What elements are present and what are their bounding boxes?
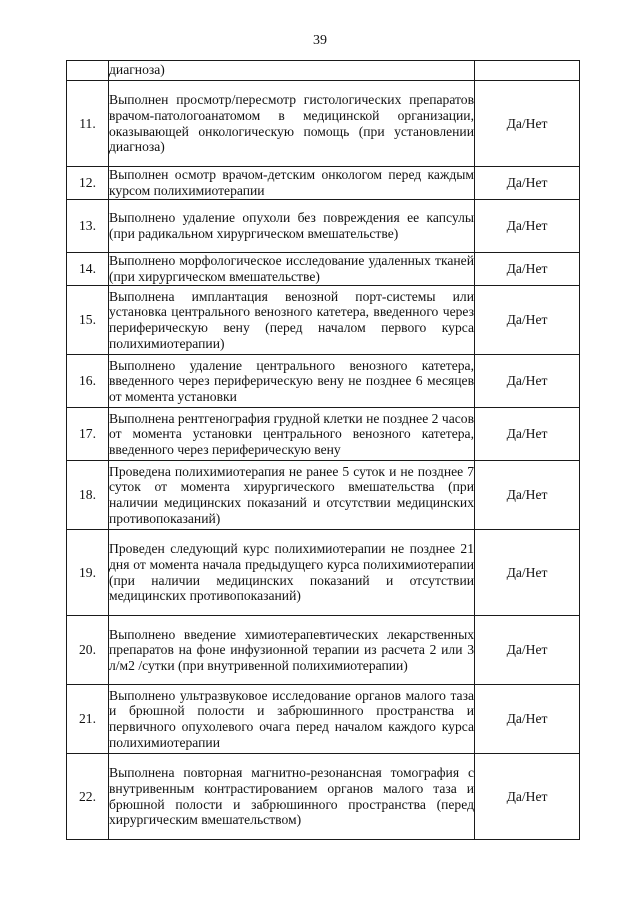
answer-cell: Да/Нет bbox=[475, 461, 580, 530]
table-row bbox=[67, 200, 580, 253]
row-number: 14. bbox=[67, 253, 109, 286]
answer-cell: Да/Нет bbox=[475, 167, 580, 200]
criterion-text: Проведен следующий курс полихимиотерапии не позднее 21 дня от момента начала предыдущего курса полихимиотерапии (при наличии медицинских показаний и отсутствии медицинских противопоказаний) bbox=[109, 530, 475, 616]
table-row bbox=[67, 81, 580, 167]
table-row bbox=[67, 408, 580, 461]
answer-cell: Да/Нет bbox=[475, 685, 580, 754]
quality-criteria-table bbox=[66, 60, 580, 840]
row-number: 22. bbox=[67, 754, 109, 840]
answer-cell: Да/Нет bbox=[475, 200, 580, 253]
answer-cell: Да/Нет bbox=[475, 530, 580, 616]
table-row bbox=[67, 253, 580, 286]
table-row bbox=[67, 167, 580, 200]
table-row bbox=[67, 355, 580, 408]
answer-cell: Да/Нет bbox=[475, 286, 580, 355]
criterion-text: Выполнен осмотр врачом-детским онкологом перед каждым курсом полихимиотерапии bbox=[109, 167, 474, 198]
answer-cell: Да/Нет bbox=[475, 355, 580, 408]
row-number: 21. bbox=[67, 685, 109, 754]
criterion-text: Выполнено удаление центрального венозного катетера, введенного через периферическую вену не позднее 6 месяцев от момента установки bbox=[109, 355, 475, 408]
criterion-text: Выполнено морфологическое исследование удаленных тканей (при хирургическом вмешательстве) bbox=[109, 253, 474, 284]
page-number: 39 bbox=[313, 33, 327, 48]
criterion-text: Проведена полихимиотерапия не ранее 5 суток и не позднее 7 суток от момента хирургического вмешательства (при наличии медицинских показаний и отсутствии медицинских противопоказаний) bbox=[109, 461, 475, 530]
table-row bbox=[67, 286, 580, 355]
answer-cell: Да/Нет bbox=[475, 408, 580, 461]
row-number: 11. bbox=[67, 81, 109, 167]
criterion-text: Выполнено ультразвуковое исследование органов малого таза и брюшной полости и забрюшинного пространства и первичного опухолевого очага перед началом каждого курса полихимиотерапии bbox=[109, 685, 475, 754]
criterion-text: диагноза) bbox=[109, 61, 475, 81]
row-number: 19. bbox=[67, 530, 109, 616]
row-number: 16. bbox=[67, 355, 109, 408]
row-number: 15. bbox=[67, 286, 109, 355]
table-row bbox=[67, 616, 580, 685]
row-number: 20. bbox=[67, 616, 109, 685]
criterion-text: Выполнена повторная магнитно-резонансная томография с внутривенным контрастированием органов малого таза и брюшной полости и забрюшинного пространства (перед хирургическим вмешательством) bbox=[109, 754, 475, 840]
criterion-text: Выполнена рентгенография грудной клетки не позднее 2 часов от момента установки центрального венозного катетера, введенного через периферическую вену bbox=[109, 408, 475, 461]
criterion-text: Выполнено введение химиотерапевтических лекарственных препаратов на фоне инфузионной терапии из расчета 2 или 3 л/м2 /сутки (при внутривенной полихимиотерапии) bbox=[109, 616, 475, 685]
answer-cell: Да/Нет bbox=[475, 81, 580, 167]
row-number-cell bbox=[67, 61, 109, 81]
row-number: 12. bbox=[67, 167, 109, 200]
row-number: 13. bbox=[67, 200, 109, 253]
answer-cell: Да/Нет bbox=[475, 754, 580, 840]
criterion-text: Выполнен просмотр/пересмотр гистологических препаратов врачом-патологоанатомом в медицинской организации, оказывающей онкологическую помощь (при установлении диагноза) bbox=[109, 81, 475, 167]
criterion-text: Выполнена имплантация венозной порт-системы или установка центрального венозного катетера, введенного через периферическую вену (перед началом первого курса полихимиотерапии) bbox=[109, 286, 475, 355]
table-row bbox=[67, 685, 580, 754]
table-row bbox=[67, 754, 580, 840]
table-row-continuation bbox=[67, 61, 580, 81]
answer-cell: Да/Нет bbox=[475, 253, 580, 286]
row-number: 17. bbox=[67, 408, 109, 461]
answer-cell: Да/Нет bbox=[475, 616, 580, 685]
answer-cell bbox=[475, 61, 580, 81]
row-number: 18. bbox=[67, 461, 109, 530]
criterion-text: Выполнено удаление опухоли без повреждения ее капсулы (при радикальном хирургическом вмешательстве) bbox=[109, 200, 475, 253]
table-row bbox=[67, 461, 580, 530]
table-row bbox=[67, 530, 580, 616]
